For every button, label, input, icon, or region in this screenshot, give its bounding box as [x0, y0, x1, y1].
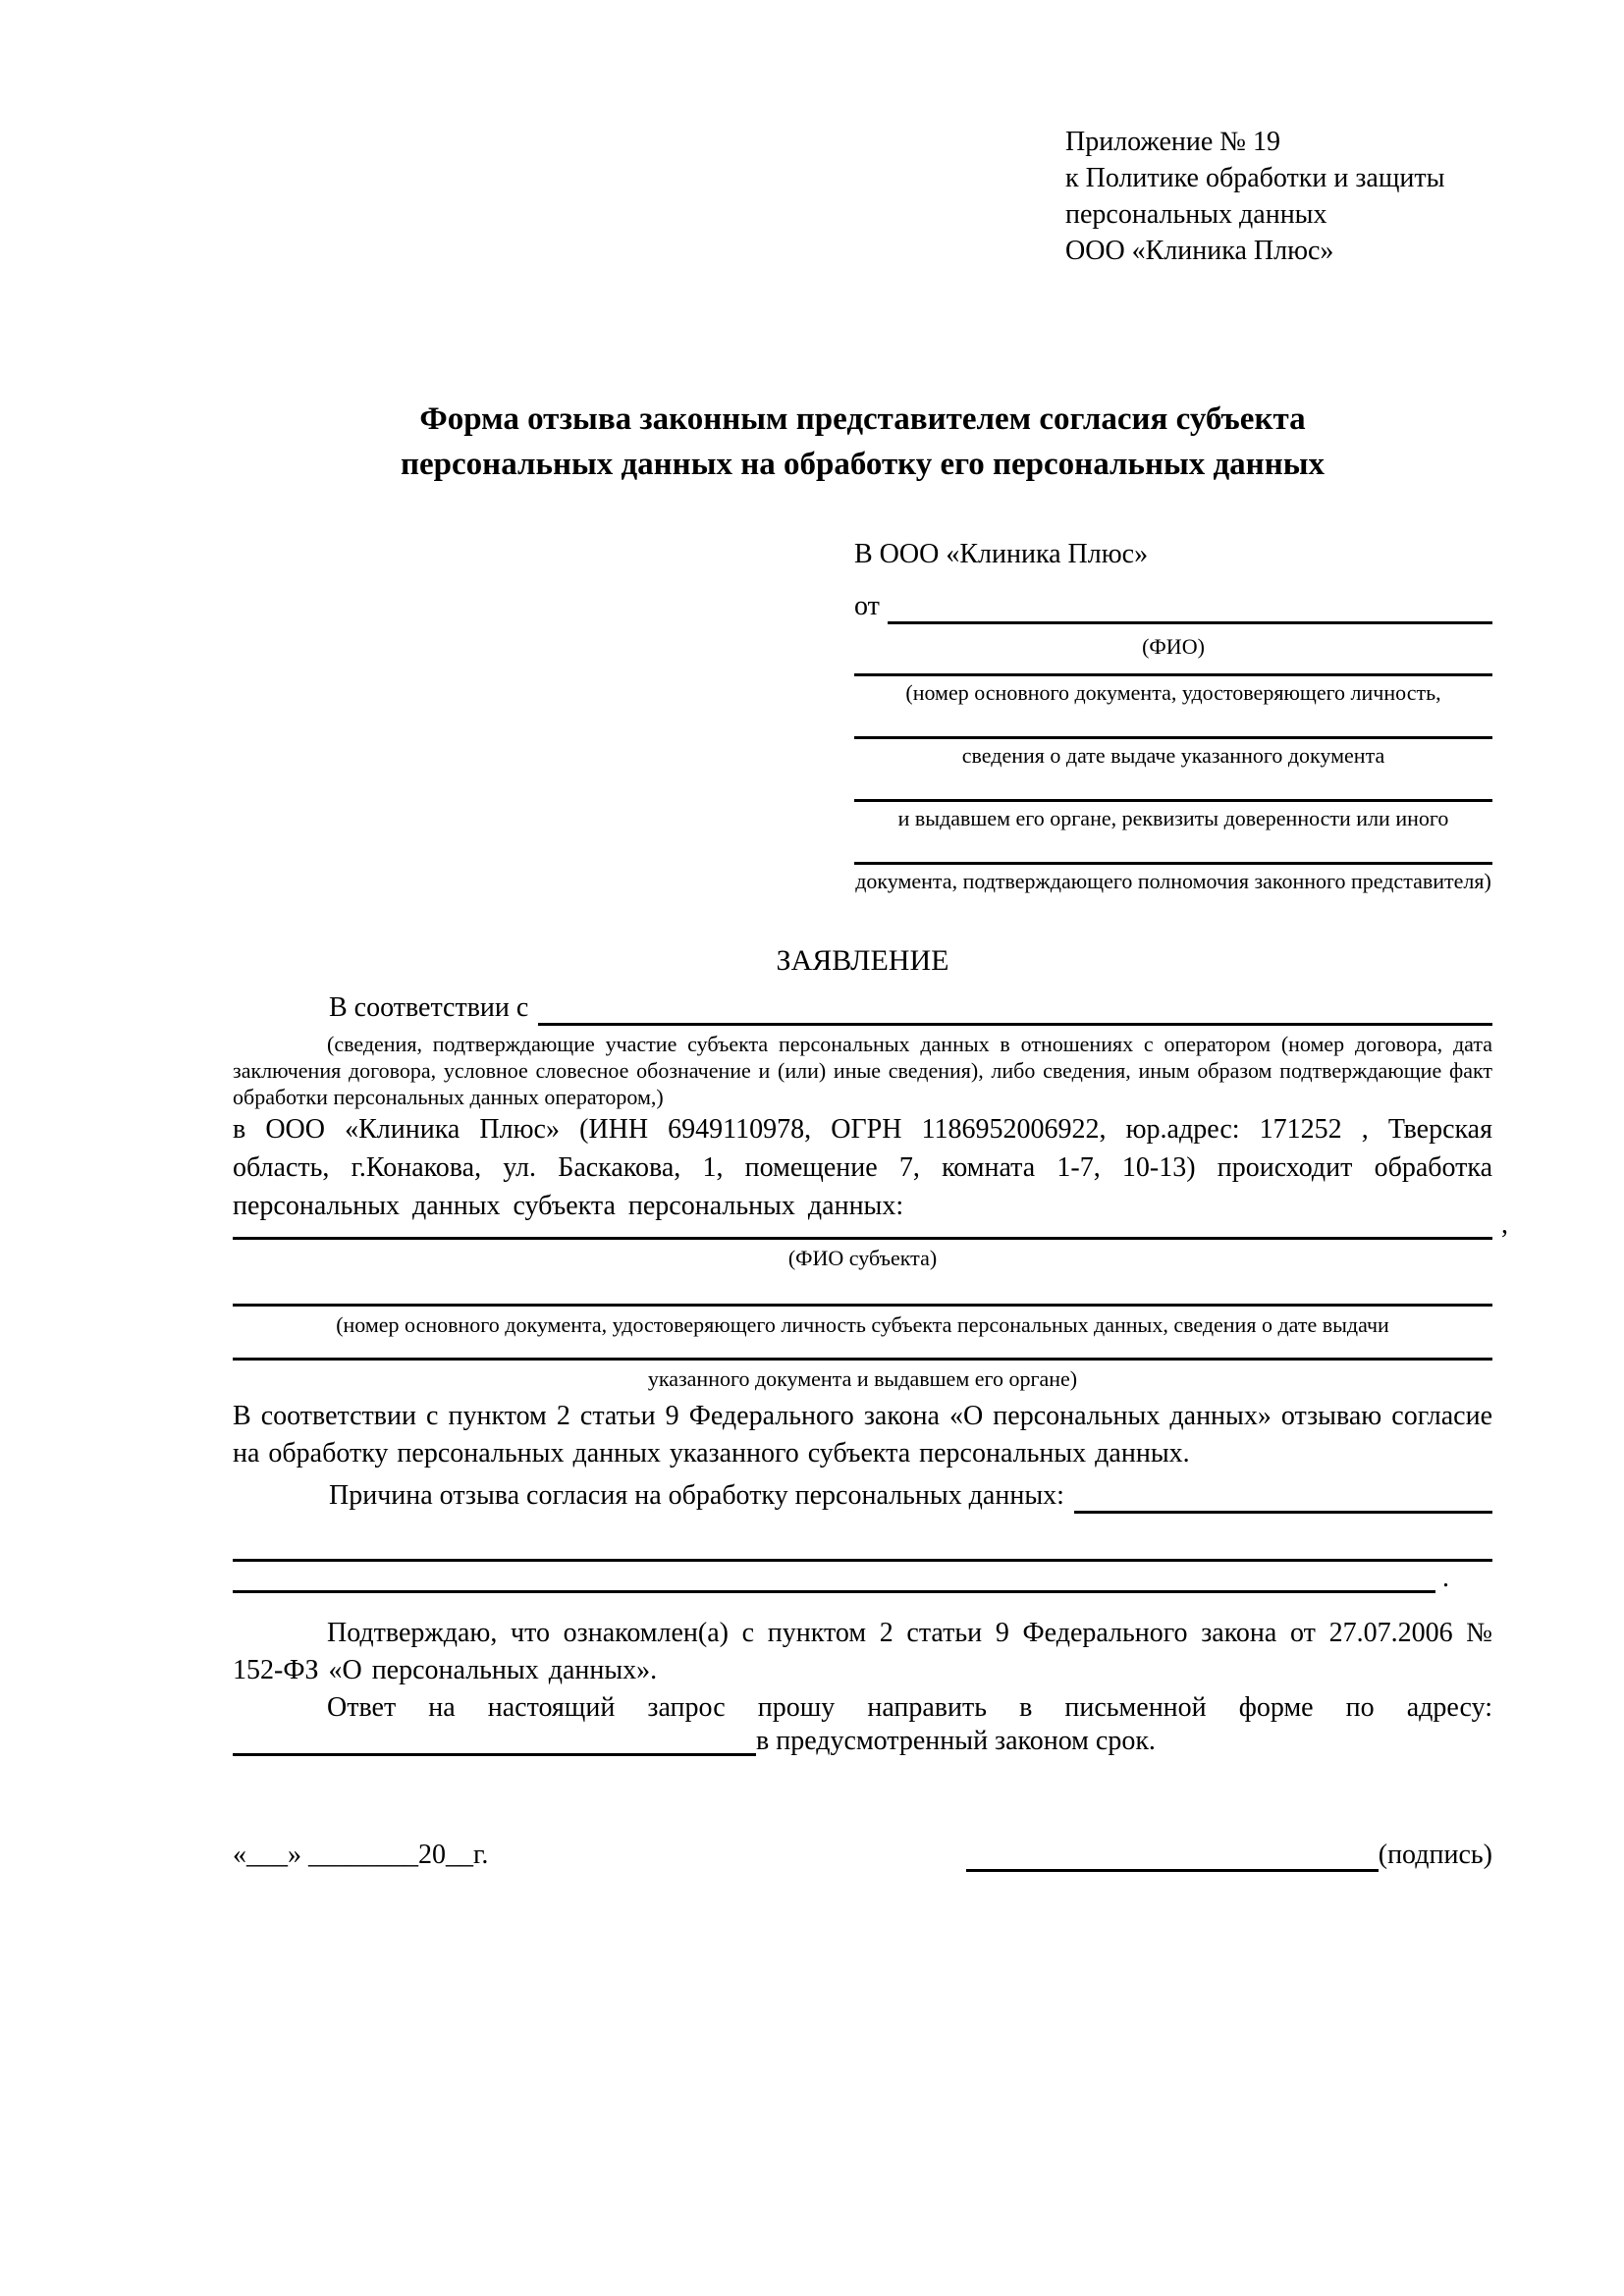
reason-row: [233, 1478, 1492, 1514]
date-signature-row: [233, 1839, 1492, 1872]
reply-tail-text: в предусмотренный законом срок.: [756, 1726, 1156, 1756]
reason-blank-line: [1074, 1481, 1492, 1514]
blank-line: [854, 769, 1492, 802]
date-line: «___» ________20__г.: [233, 1840, 489, 1870]
basis-label: В соответствии с: [329, 992, 529, 1023]
blank-line-caption: (номер основного документа, удостоверяющего личность,: [905, 680, 1441, 705]
addressee-block: [854, 536, 1492, 894]
statement-heading: ЗАЯВЛЕНИЕ: [776, 944, 949, 977]
subject-fio-comma: ,: [1501, 1209, 1508, 1240]
reply-address-row: [233, 1727, 1492, 1756]
confirmation-paragraph: Подтверждаю, что ознакомлен(а) с пунктом 2 статьи 9 Федерального закона от 27.07.2006 № 152-ФЗ «О персональных данных».: [233, 1618, 1492, 1685]
from-label: от: [854, 591, 880, 621]
form-title: Форма отзыва законным представителем согласия субъекта персональных данных на обработку его персональных данных: [401, 401, 1325, 482]
subject-fio-caption: (ФИО субъекта): [787, 1246, 938, 1270]
appendix-note-line: к Политике обработки и защиты: [1065, 163, 1445, 193]
appendix-note-line: Приложение № 19: [1065, 127, 1280, 157]
reply-address-blank-line: [233, 1727, 756, 1756]
signature-group: [966, 1839, 1492, 1872]
signature-line: [966, 1857, 1379, 1872]
blank-line: [854, 706, 1492, 739]
reason-blank-line-3: [233, 1562, 1492, 1593]
reply-paragraph: Ответ на настоящий запрос прошу направить в письменной форме по адресу:: [327, 1692, 1492, 1723]
trailing-period: .: [1442, 1563, 1449, 1593]
subject-fio-blank-line: [233, 1209, 1508, 1240]
reason-blank-line-3-rule: [233, 1590, 1435, 1593]
fio-blank-line: [888, 589, 1492, 624]
reason-blank-line-2: [233, 1514, 1492, 1562]
blank-line-caption: документа, подтверждающего полномочия законного представителя): [855, 869, 1491, 893]
signature-caption: (подпись): [1378, 1840, 1492, 1870]
appendix-note-line: персональных данных: [1065, 199, 1327, 230]
withdrawal-paragraph: В соответствии с пунктом 2 статьи 9 Федерального закона «О персональных данных» отзываю согласие на обработку персональных данных указанного субъекта персональных данных.: [233, 1401, 1492, 1468]
appendix-note-line: ООО «Клиника Плюс»: [1065, 236, 1334, 266]
basis-caption: (сведения, подтверждающие участие субъекта персональных данных в отношениях с оператором (номер договора, дата заключения договора, условное словесное обозначение и (или) иные сведения), либо сведения, иным образом подтверждающие факт обработки персональных данных оператором,): [233, 1032, 1492, 1109]
blank-line: [854, 660, 1492, 676]
operator-paragraph: в ООО «Клиника Плюс» (ИНН 6949110978, ОГРН 1186952006922, юр.адрес: 171252 , Тверская область, г.Конакова, ул. Баскакова, 1, помещение 7, комната 1-7, 10-13) происходит обработка персональных данных субъекта персональных данных:: [233, 1114, 1492, 1221]
basis-row: [233, 990, 1492, 1026]
from-row: [854, 589, 1492, 624]
subject-doc-caption-1: (номер основного документа, удостоверяющего личность субъекта персональных данных, сведения о дате выдачи: [336, 1312, 1389, 1337]
subject-doc-blank-line-2: [233, 1338, 1492, 1361]
basis-blank-line: [538, 993, 1492, 1026]
fio-caption: (ФИО): [1142, 634, 1205, 659]
subject-doc-blank-line: [233, 1271, 1492, 1307]
reason-label: Причина отзыва согласия на обработку персональных данных:: [329, 1480, 1064, 1511]
subject-doc-caption-2: указанного документа и выдавшем его органе): [647, 1366, 1078, 1391]
blank-line-caption: сведения о дате выдаче указанного документа: [961, 743, 1385, 768]
blank-line-caption: и выдавшем его органе, реквизиты доверенности или иного: [897, 806, 1449, 830]
blank-line: [854, 831, 1492, 865]
addressee-org: В ООО «Клиника Плюс»: [854, 539, 1149, 569]
appendix-note: [1065, 0, 1492, 269]
